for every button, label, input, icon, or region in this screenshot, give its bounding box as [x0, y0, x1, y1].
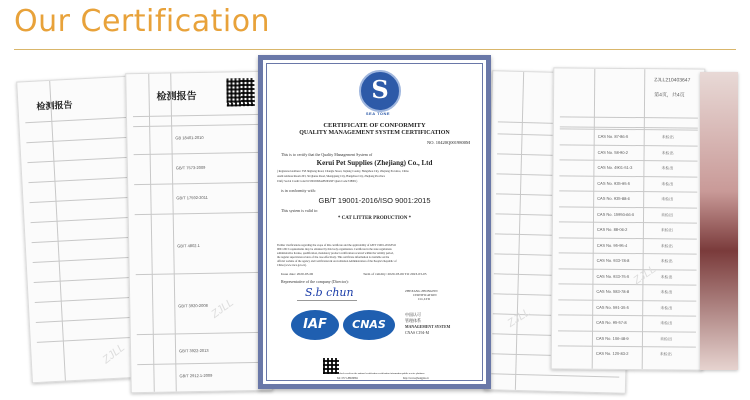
- report-row: GB/T 17592-2011: [176, 194, 208, 201]
- certificate-subheading: QUALITY MANAGEMENT SYSTEM CERTIFICATION: [299, 130, 450, 136]
- table-row-line: [559, 252, 697, 254]
- cnas-logo-icon: CNAS: [343, 310, 395, 340]
- status-cell: 未检出: [660, 258, 673, 264]
- table-row-line: [559, 237, 697, 239]
- audit-address: Audit Address:Room 203, 3# Qianse Road, Shengqiang City, Hangzhou City, Zhejiang Province: [277, 175, 386, 178]
- cnas-code: CNAS C194-M: [405, 331, 429, 335]
- status-cell: 未检出: [659, 335, 672, 341]
- header-divider: [14, 49, 736, 50]
- clarification-text: the regular supervision review of the case effectively. This certificate information is available on the: [277, 256, 390, 259]
- table-row: CAS No. 4901-51-3: [597, 164, 633, 171]
- table-row: CAS No. 58-90-2: [597, 149, 629, 155]
- status-cell: 未检出: [660, 227, 673, 233]
- table-row-line: [560, 128, 698, 130]
- director-signature: S.b chun: [305, 286, 354, 299]
- watermark: ZJLL: [631, 263, 659, 288]
- report-row: GB/T 3922-2013: [179, 347, 209, 354]
- certify-line: This is to certify that the Quality Management System of: [281, 152, 373, 157]
- certificate-footer: The certificate check result on the national certification certification information public service platform: [324, 372, 425, 375]
- issue-date: Issue date: 2020-03-06: [281, 272, 314, 276]
- watermark: ZJLL: [209, 296, 236, 321]
- company-name: Kerui Pet Supplies (Zhejiang) Co., Ltd: [316, 159, 433, 167]
- cat-litter-photo: [700, 72, 738, 370]
- cnas-caption: MANAGEMENT SYSTEM: [405, 325, 451, 329]
- table-row: CAS No. 591-35-5: [596, 304, 629, 310]
- right-front-report: [551, 67, 706, 370]
- report-row: GB/T 7573-2009: [175, 164, 206, 171]
- report-row: GB/T 4802.1: [177, 242, 200, 249]
- status-cell: 未检出: [660, 242, 673, 248]
- table-row-line: [558, 314, 696, 316]
- watermark: ZJLL: [505, 306, 533, 330]
- qr-code: [226, 78, 254, 106]
- cnas-caption: 中国认可: [405, 312, 421, 317]
- page-title: Our Certification: [14, 4, 271, 39]
- table-row-line: [558, 345, 696, 347]
- report-row: GB/T 3920-2008: [178, 302, 208, 309]
- table-row-line: [559, 268, 697, 270]
- report-title: 检测报告: [36, 100, 73, 113]
- report-title: 检测报告: [156, 91, 197, 103]
- table-row: CAS No. 933-75-5: [596, 273, 630, 279]
- validity-term: Term of validity: 2020-03-06 TO 2023-03-05: [363, 272, 427, 276]
- table-row: CAS No. 933-78-8: [596, 257, 630, 264]
- left-front-report: [125, 71, 273, 393]
- representative-label: Representative of the company (Director):: [281, 279, 349, 284]
- table-row-line: [559, 221, 697, 223]
- table-row-line: [560, 144, 698, 146]
- status-cell: 未检出: [659, 351, 672, 357]
- quality-certificate: [258, 55, 491, 389]
- report-row: GB 18401-2010: [175, 134, 204, 141]
- table-row: CAS No. 88-06-2: [596, 226, 628, 232]
- clarification-text: official website of the agency and Certification & Accreditation Administration of the People's Republic of: [277, 260, 397, 263]
- table-row-line: [559, 206, 697, 208]
- table-row: CAS No. 95-57-8: [596, 319, 627, 325]
- status-cell: 未检出: [661, 149, 674, 155]
- status-cell: 未检出: [660, 273, 673, 279]
- issuer-name: ZHEJIANG ZHONGPIN: [405, 289, 438, 293]
- conformity-label: is in conformity with:: [281, 188, 316, 193]
- report-rows: [552, 128, 704, 369]
- report-page: 第4页，共4页: [654, 92, 685, 99]
- status-cell: 未检出: [661, 196, 674, 202]
- table-row: CAS No. 15950-66-0: [597, 211, 635, 217]
- table-row-line: [559, 190, 697, 192]
- certificate-number: NO. 10420Q0019800M: [426, 140, 470, 145]
- status-cell: 未检出: [660, 304, 673, 310]
- credit-code: Unify Social Credit Code:91330100MA2H2P4J2F Quan Code:338001): [277, 180, 358, 183]
- table-row-line: [559, 175, 697, 177]
- table-row: CAS No. 583-78-8: [596, 288, 630, 295]
- scope-label: This system is valid to:: [281, 208, 319, 213]
- certified-scope: * CAT LITTER PRODUCTION *: [337, 216, 412, 221]
- report-row: GB/T 2912.1-2009: [179, 372, 213, 379]
- table-row: CAS No. 120-83-2: [595, 350, 629, 357]
- certificate-footer-tel: Tel: 0571-88630891: [337, 377, 359, 380]
- table-row: CAS No. 95-95-4: [596, 242, 628, 248]
- table-row: CAS No. 935-95-5: [597, 180, 631, 186]
- standard: GB/T 19001-2016/ISO 9001:2015: [318, 196, 431, 205]
- clarification-text: 9001:2015 requirements may be obtained by this body organization. Certificate in the state regulations: [277, 248, 392, 251]
- registered-address: ( Registered Address: 558 Jinghong Road, Changle Street, Jiajiang County, Hangzhou City, Zhejiang Province, China: [277, 170, 409, 173]
- iaf-logo-icon: IAF: [291, 310, 339, 340]
- certificate-heading: CERTIFICATE OF CONFORMITY: [323, 122, 426, 129]
- issuer-name: CERTIFICATION: [413, 293, 437, 297]
- cnas-caption: 管理体系: [405, 318, 421, 323]
- status-cell: 未检出: [661, 211, 674, 217]
- report-code: ZJLL210403647: [654, 77, 691, 84]
- status-cell: 未检出: [660, 289, 673, 295]
- table-row-line: [558, 330, 696, 332]
- status-cell: 未检出: [661, 180, 674, 186]
- page-header: [0, 0, 750, 58]
- clarification-text: Further clarifications regarding the scope of this certificate and the applicability of GB/T 19001-2016/ISO: [277, 244, 396, 247]
- table-row: CAS No. 106-48-9: [595, 335, 629, 341]
- table-row-line: [560, 159, 698, 161]
- watermark: ZJLL: [100, 341, 128, 367]
- logo-caption: SEA TONE: [365, 111, 391, 116]
- table-row: CAS No. 935-88-6: [597, 195, 630, 202]
- clarification-text: administrative license, qualification, mandatory product certification received within the validity period,: [277, 252, 394, 255]
- status-cell: 未检出: [661, 165, 674, 171]
- table-row-line: [558, 299, 696, 301]
- status-cell: 未检出: [661, 134, 674, 140]
- certifier-logo-icon: S: [359, 70, 401, 112]
- table-row-line: [558, 283, 696, 285]
- certificate-footer-web: http://www.zjhongpin.cn: [403, 377, 429, 380]
- status-cell: 未检出: [660, 320, 673, 326]
- clarification-text: China (www.cnca.gov.cn).: [277, 264, 307, 267]
- table-row: CAS No. 87-86-5: [597, 133, 629, 139]
- issuer-name: CO.,LTD: [418, 297, 430, 301]
